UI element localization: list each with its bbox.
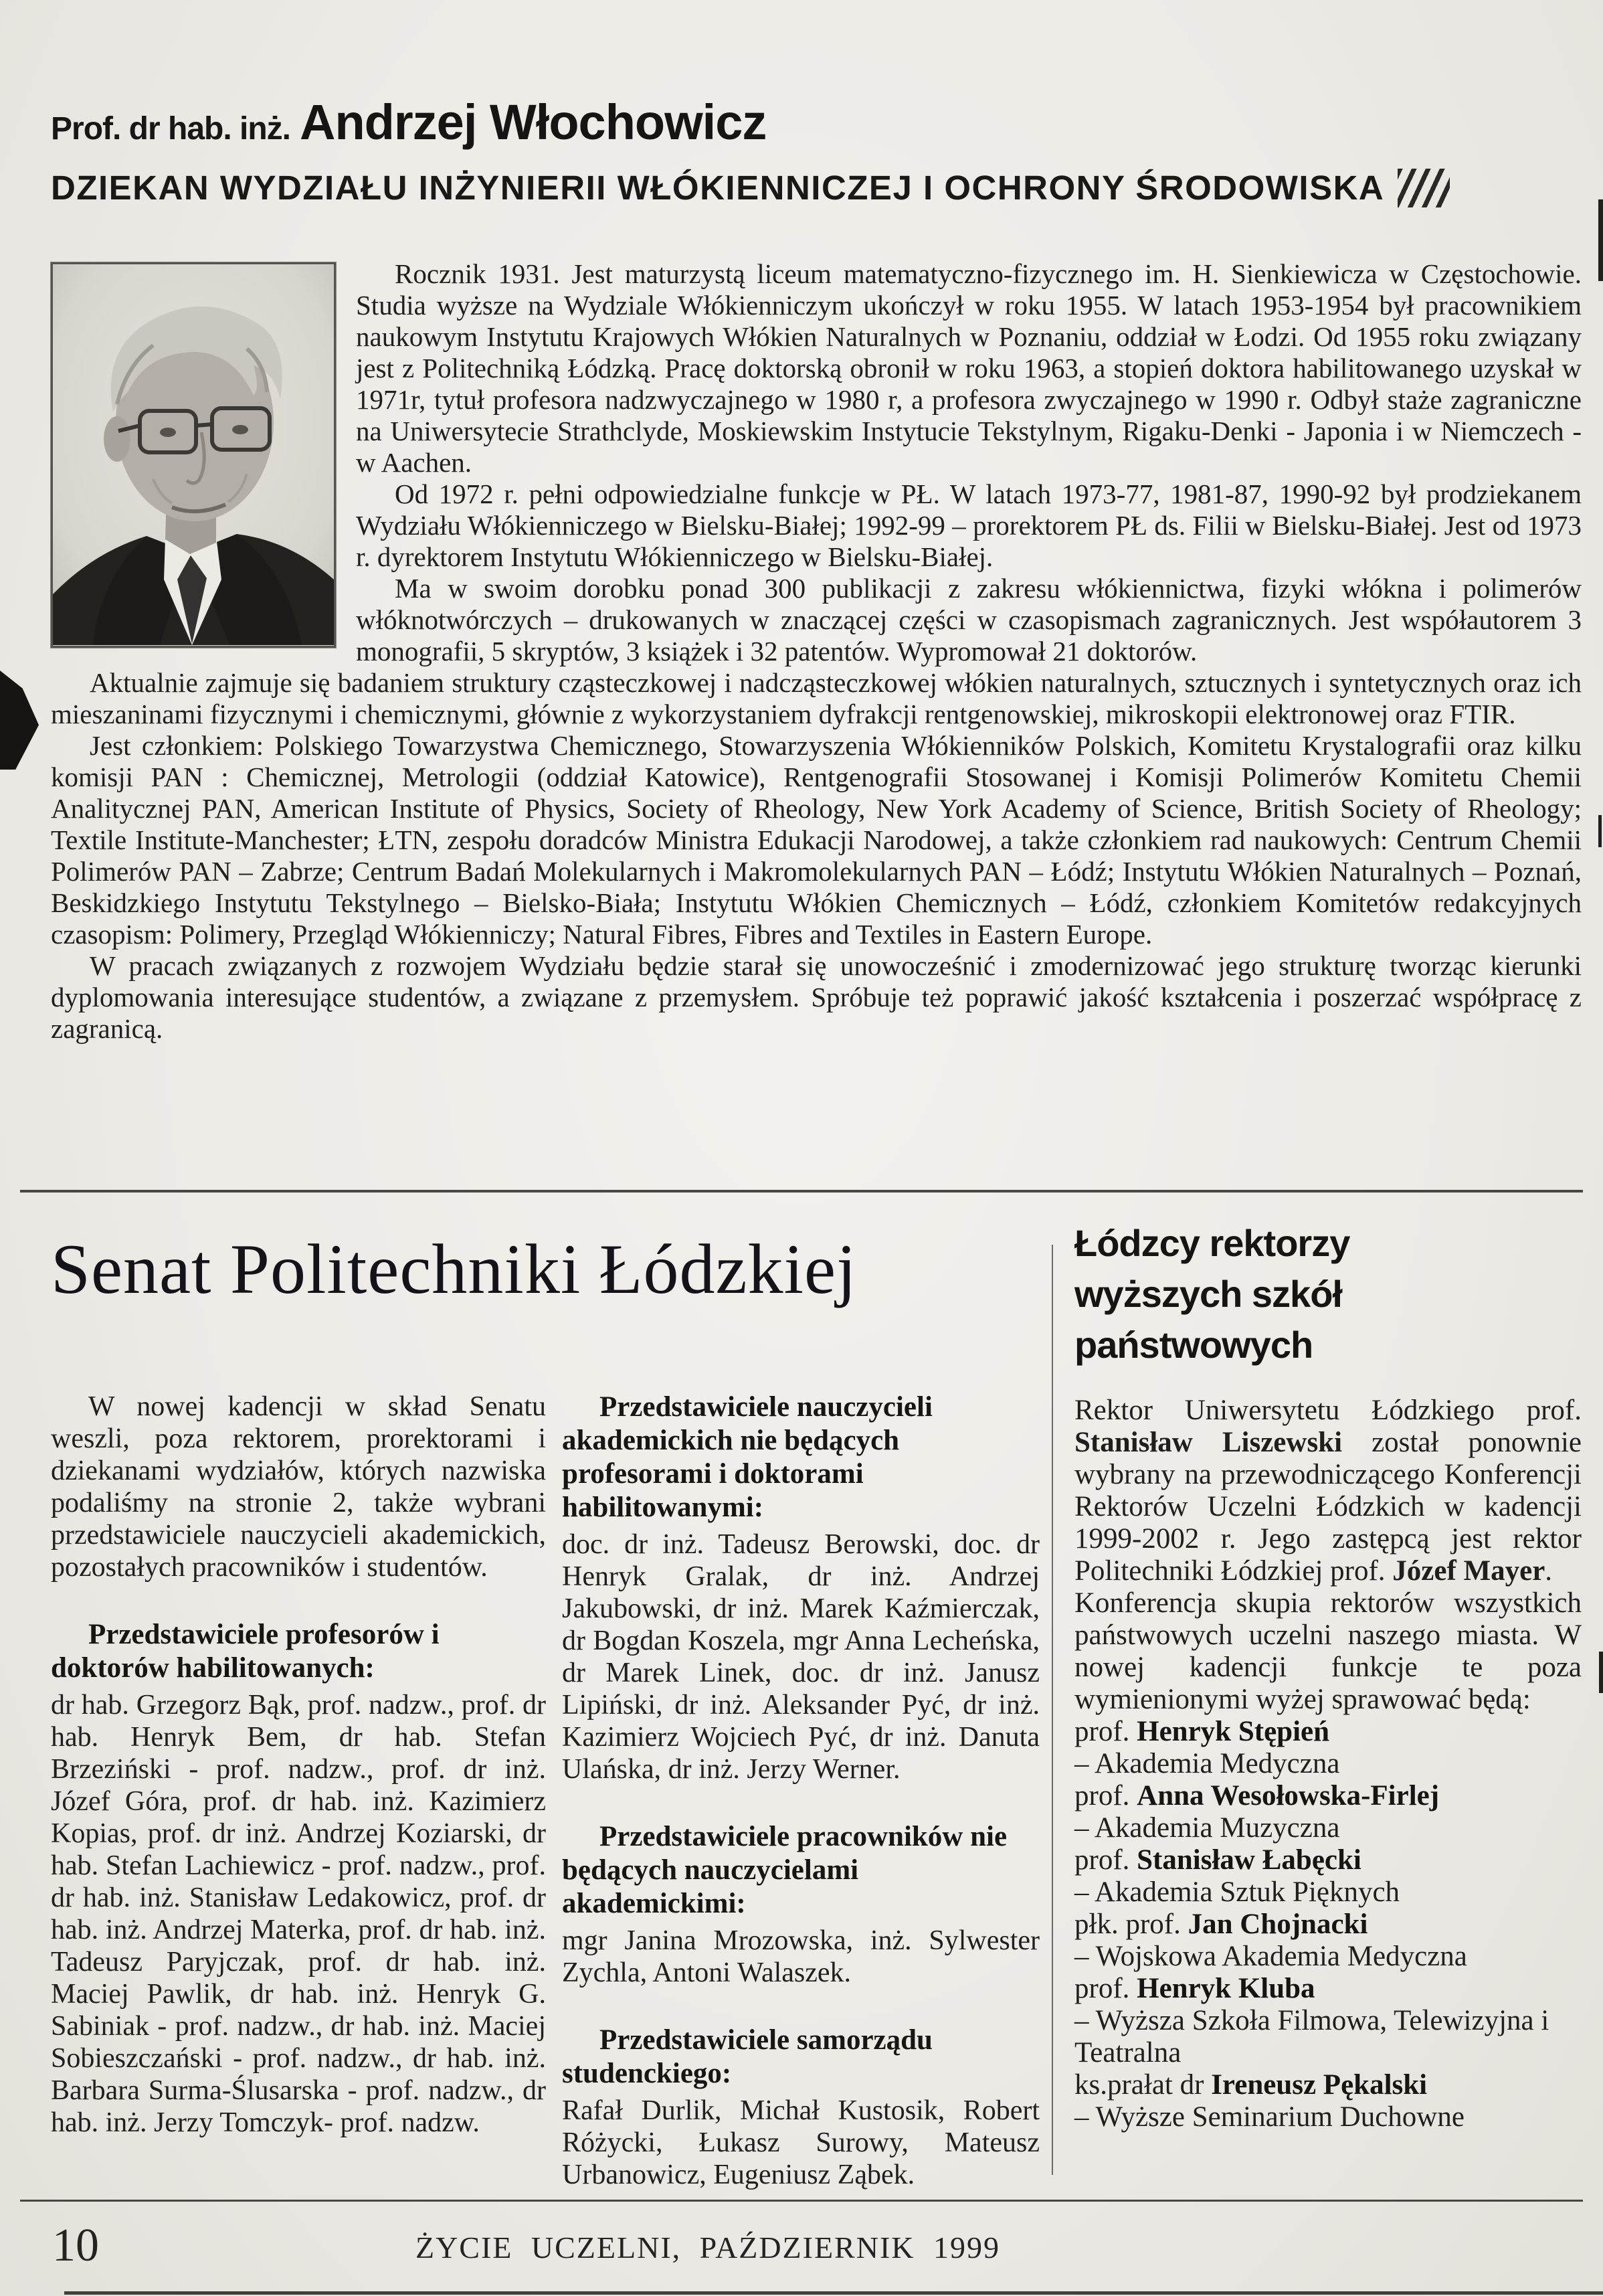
rector-institution-line: – Akademia Medyczna [1074, 1748, 1340, 1779]
article-title [51, 94, 1590, 151]
rector-institution-line: – Akademia Sztuk Pięknych [1074, 1876, 1400, 1908]
page-footer [0, 2219, 1603, 2279]
journal-line: ŻYCIE UCZELNI, PAŹDZIERNIK 1999 [415, 2230, 1000, 2265]
scan-mark [1598, 199, 1603, 281]
section-divider [20, 1190, 1583, 1193]
representatives-list: Rafał Durlik, Michał Kustosik, Robert Różycki, Łukasz Surowy, Mateusz Urbanowicz, Eugeniusz Ząbek. [562, 2095, 1040, 2190]
rectors-column [1074, 1218, 1582, 2133]
rector-institution-line: – Wyższa Szkoła Filmowa, Telewizyjna i Teatralna [1074, 2005, 1549, 2068]
representatives-heading: Przedstawiciele pracowników nie będących nauczycielami akademickimi: [562, 1821, 1008, 1919]
representatives-list: doc. dr inż. Tadeusz Berowski, doc. dr Henryk Gralak, dr inż. Andrzej Jakubowski, dr inż. Marek Kaźmierczak, dr Bogdan Koszela, mgr Anna Lecheńska, dr Marek Linek, doc. dr inż. Janusz Lipiński, dr inż. Aleksander Pyć, dr inż. Kazimierz Wojciech Pyć, dr inż. Danuta Ulańska, dr inż. Jerzy Werner. [562, 1529, 1040, 1785]
rectors-list [1074, 1716, 1582, 2133]
hatch-mark-icon [1398, 169, 1450, 207]
senate-section [51, 1218, 1582, 2195]
article-subtitle-row [51, 168, 1590, 207]
portrait-illustration [53, 264, 334, 646]
bio-paragraph: Aktualnie zajmuje się badaniem struktury cząsteczkowej i nadcząsteczkowej włókien naturalnych, sztucznych i syntetycznych oraz ich mieszaninami fizycznymi i chemicznymi, głównie z wykorzystaniem dyfrakcji rentgenowskiej, mikroskopii elektronowej oraz FTIR. [51, 667, 1582, 729]
rector-institution-line: – Wojskowa Akademia Medyczna [1074, 1941, 1467, 1972]
scan-mark [1598, 815, 1602, 847]
scan-mark [1599, 1652, 1603, 1693]
rector-institution-line: – Wyższe Seminarium Duchowne [1074, 2101, 1465, 2133]
rector-name-line: płk. prof. Jan Chojnacki [1074, 1909, 1368, 1940]
rector-institution-line: – Akademia Muzyczna [1074, 1812, 1340, 1844]
bio-paragraph: Rocznik 1931. Jest maturzystą liceum matematyczno-fizycznego im. H. Sienkiewicza w Częstochowie. Studia wyższe na Wydziale Włókienniczym ukończył w roku 1955. W latach 1953-1954 był pracownikiem naukowym Instytutu Krajowych Włókien Naturalnych w Poznaniu, oddział w Łodzi. Od 1955 roku związany jest z Politechniką Łódzką. Pracę doktorską obronił w roku 1963, a stopień doktora habilitowanego uzyskał w 1971r, tytuł profesora nadzwyczajnego w 1980 r, a profesora zwyczajnego w 1990 r. Odbył staże zagraniczne na Uniwersytecie Strathclyde, Moskiewskim Instytucie Tekstylnym, Rigaku-Denki - Japonia i w Niemczech - w Aachen. [356, 258, 1582, 478]
bio-paragraph: Od 1972 r. pełni odpowiedzialne funkcje w PŁ. W latach 1973-77, 1981-87, 1990-92 był prodziekanem Wydziału Włókienniczego w Bielsku-Białej; 1992-99 – prorektorem PŁ ds. Filii w Bielsku-Białej. Jest od 1973 r. dyrektorem Instytutu Włókienniczego w Bielsku-Białej. [356, 478, 1582, 572]
representatives-heading: Przedstawiciele nauczycieli akademickich nie będących profesorami i doktorami habilitowanymi: [562, 1391, 933, 1523]
rector-name-line: prof. Anna Wesołowska-Firlej [1074, 1780, 1440, 1812]
rector-name-line: ks.prałat dr Ireneusz Pękalski [1074, 2069, 1428, 2101]
representatives-heading: Przedstawiciele samorządu studenckiego: [562, 2024, 933, 2089]
column-divider [1052, 1245, 1053, 2175]
representatives-list: mgr Janina Mrozowska, inż. Sylwester Zychla, Antoni Walaszek. [562, 1925, 1040, 1988]
rectors-intro: Rektor Uniwersytetu Łódzkiego prof. Stanisław Liszewski został ponownie wybrany na przewodniczącego Konferencji Rektorów Uczelni Łódzkich w kadencji 1999-2002 r. Jego zastępcą jest rektor Politechniki Łódzkiej prof. Józef Mayer. [1074, 1395, 1582, 1587]
senate-column-representatives [562, 1391, 1040, 2191]
rector-name-line: prof. Henryk Kluba [1074, 1973, 1315, 2004]
footer-divider [20, 2200, 1583, 2202]
title-prefix: Prof. dr hab. inż. [51, 111, 291, 147]
rectors-title-line: Łódzcy rektorzy [1074, 1222, 1350, 1264]
scan-edge [64, 2291, 1603, 2295]
bio-paragraph: Jest członkiem: Polskiego Towarzystwa Chemicznego, Stowarzyszenia Włókienników Polskich, Komitetu Krystalografii oraz kilku komisji PAN : Chemicznej, Metrologii (oddział Katowice), Rentgenografii Stosowanej i Komisji Polimerów Komitetu Chemii Analitycznej PAN, American Institute of Physics, Society of Rheology, New York Academy of Science, British Society of Rheology; Textile Institute-Manchester; ŁTN, zespołu doradców Ministra Edukacji Narodowej, a także członkiem rad naukowych: Centrum Chemii Polimerów PAN – Zabrze; Centrum Badań Molekularnych i Makromolekularnych PAN – Łódź; Instytutu Włókien Naturalnych – Poznań, Beskidzkiego Instytutu Tekstylnego – Bielsko-Biała; Instytutu Włókien Chemicznych – Łódź, członkiem Komitetów redakcyjnych czasopism: Polimery, Przegląd Włókienniczy; Natural Fibres, Fibres and Textiles in Eastern Europe. [51, 730, 1582, 950]
rector-name-line: prof. Henryk Stępień [1074, 1716, 1330, 1747]
person-name: Andrzej Włochowicz [300, 94, 767, 150]
bio-paragraph: W pracach związanych z rozwojem Wydziału będzie starał się unowocześnić i zmodernizować jego strukturę tworząc kierunki dyplomowania interesujące studentów, a związane z przemysłem. Spróbuje też poprawić jakość kształcenia i poszerzać współpracę z zagranicą. [51, 950, 1582, 1044]
senate-intro: W nowej kadencji w skład Senatu weszli, poza rektorem, prorektorami i dziekanami wydziałów, których nazwiska podaliśmy na stronie 2, także wybrani przedstawiciele nauczycieli akademickich, pozostałych pracowników i studentów. [51, 1391, 546, 1583]
rectors-title [1074, 1218, 1582, 1371]
portrait-photo [51, 262, 336, 648]
scan-smudge [0, 671, 39, 770]
article-header [51, 94, 1590, 207]
professors-list: dr hab. Grzegorz Bąk, prof. nadzw., prof. dr hab. Henryk Bem, dr hab. Stefan Brzeziński - prof. nadzw., prof. dr inż. Józef Góra, prof. dr hab. inż. Kazimierz Kopias, prof. dr inż. Andrzej Koziarski, dr hab. Stefan Lachiewicz - prof. nadzw., prof. dr hab. inż. Stanisław Ledakowicz, prof. dr hab. inż. Andrzej Materka, prof. dr hab. inż. Tadeusz Paryjczak, prof. dr hab. inż. Maciej Pawlik, dr hab. inż. Henryk G. Sabiniak - prof. nadzw., dr hab. inż. Maciej Sobieszczański - prof. nadzw., dr hab. inż. Barbara Surma-Ślusarska - prof. nadzw., dr hab. inż. Jerzy Tomczyk- prof. nadzw. [51, 1690, 546, 2138]
professors-heading: Przedstawiciele profesorów i doktorów habilitowanych: [51, 1619, 440, 1684]
biography-section [51, 258, 1582, 1045]
rectors-title-line: wyższych szkół [1074, 1273, 1342, 1315]
rectors-body: Konferencja skupia rektorów wszystkich państwowych uczelni naszego miasta. W nowej kadencji funkcje te poza wymienionymi wyżej sprawować będą: [1074, 1587, 1582, 1715]
senate-column-professors [51, 1391, 546, 2139]
bio-paragraph: Ma w swoim dorobku ponad 300 publikacji z zakresu włókiennictwa, fizyki włókna i polimerów włóknotwórczych – drukowanych w znaczącej części w czasopismach zagranicznych. Jest współautorem 3 monografii, 5 skryptów, 3 książek i 32 patentów. Wypromował 21 doktorów. [356, 573, 1582, 667]
rectors-title-line: państwowych [1074, 1324, 1313, 1366]
senate-headline: Senat Politechniki Łódzkiej [51, 1230, 857, 1308]
article-subtitle: DZIEKAN WYDZIAŁU INŻYNIERII WŁÓKIENNICZEJ I OCHRONY ŚRODOWISKA [51, 169, 1385, 207]
rector-name-line: prof. Stanisław Łabęcki [1074, 1844, 1361, 1876]
page-number: 10 [52, 2220, 99, 2271]
